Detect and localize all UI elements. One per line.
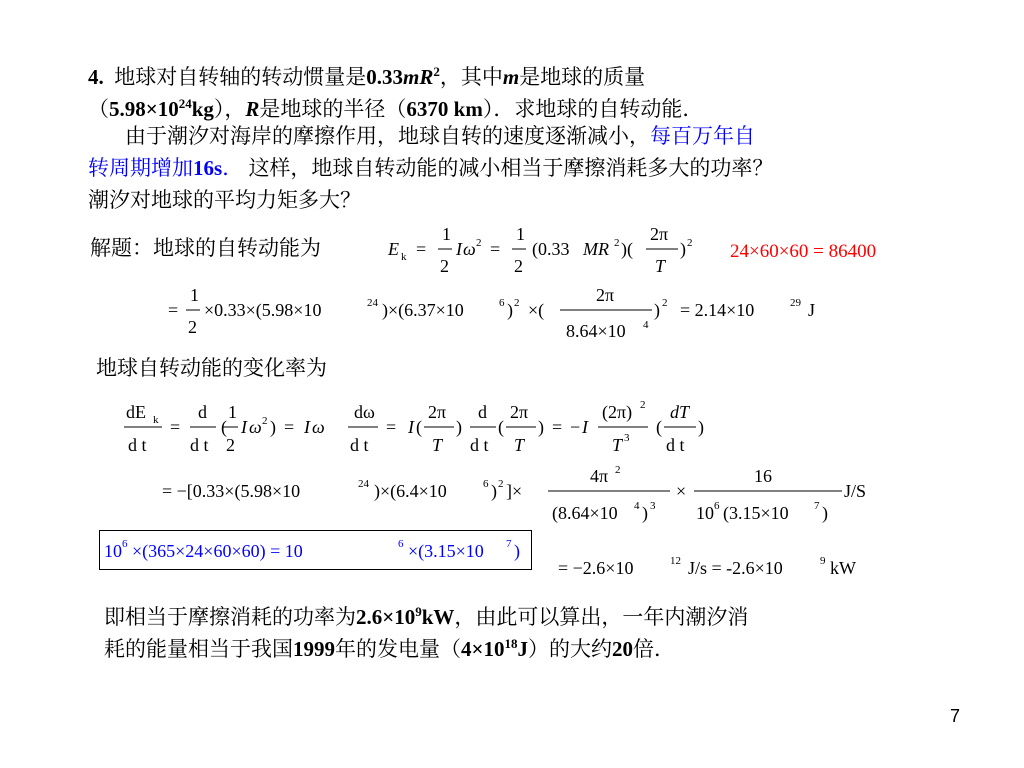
superscript: 29: [790, 297, 801, 309]
superscript: 2: [614, 237, 620, 249]
text: 即相当于摩擦消耗的功率为: [104, 605, 356, 629]
text: 地球对自转轴的转动惯量是: [114, 65, 367, 89]
text: ]×: [506, 481, 523, 501]
energy-unit: J: [517, 637, 528, 661]
subscript: k: [401, 251, 407, 263]
superscript: 2: [514, 297, 520, 309]
fraction-den: T: [432, 435, 443, 455]
highlight-text: ．: [222, 156, 244, 180]
symbol: I: [582, 417, 588, 437]
problem-line-4: [88, 152, 773, 184]
symbol: I: [241, 417, 247, 437]
highlight-text: 每百万年自: [650, 124, 755, 148]
R-var: R: [245, 97, 260, 121]
fraction-den: ): [642, 503, 648, 523]
text: ），: [213, 97, 246, 121]
text: (0.33: [532, 239, 570, 259]
text: ): [507, 300, 513, 320]
text: 耗的能量相当于我国: [104, 637, 293, 661]
equation-energy-value: [166, 284, 836, 350]
highlight-text: 转周期增加: [88, 156, 193, 180]
text: 是地球的质量: [519, 65, 646, 89]
mass-mantissa: 5.98: [109, 97, 146, 121]
superscript: 24: [367, 297, 378, 309]
text: ）．求地球的自转动能．: [482, 97, 704, 121]
operator: =: [552, 417, 563, 437]
operator: =: [168, 300, 179, 320]
text: ): [680, 239, 686, 259]
text: 地球自转动能的变化率为: [96, 356, 327, 380]
text: ): [491, 481, 497, 501]
superscript: 9: [820, 555, 826, 567]
unit: J: [808, 300, 816, 320]
fraction-den: (3.15×10: [723, 503, 789, 523]
fraction-den: (8.64×10: [552, 503, 618, 523]
fraction-num: (2π): [602, 402, 633, 422]
text: 是地球的半径（: [259, 97, 407, 121]
superscript: 7: [814, 500, 820, 512]
fraction-num: d: [198, 402, 207, 422]
text: J/s = -2.6×10: [688, 558, 783, 578]
superscript: 4: [643, 319, 649, 331]
symbol: MR: [583, 239, 609, 259]
superscript: 6: [499, 297, 505, 309]
operator: =: [490, 239, 501, 259]
energy-value: 4×10: [461, 637, 505, 661]
fraction-den: 2: [514, 256, 523, 276]
paren: (: [416, 417, 422, 437]
paren: (: [656, 417, 662, 437]
text: （: [88, 97, 109, 121]
radius-value: 6370 km: [406, 97, 483, 121]
fraction-den: d t: [666, 435, 685, 455]
superscript: 3: [624, 432, 630, 444]
superscript: 6: [122, 538, 128, 550]
problem-line-3: [125, 120, 755, 152]
operator: =: [416, 239, 427, 259]
text: ×0.33×(5.98×10: [204, 300, 322, 320]
text: = 2.14×10: [680, 300, 755, 320]
page-number: 7: [950, 706, 961, 726]
operator: =: [386, 417, 397, 437]
subscript: k: [153, 414, 159, 426]
text: = −[0.33×(5.98×10: [162, 481, 301, 501]
superscript: 2: [615, 464, 621, 476]
paren: ): [698, 417, 704, 437]
symbol: I: [456, 239, 462, 259]
unit: J/S: [844, 481, 867, 501]
superscript: 6: [398, 538, 404, 550]
superscript: 2: [687, 237, 693, 249]
problem-number: 4.: [88, 65, 104, 89]
paren: ): [538, 417, 544, 437]
fraction-num: d: [478, 402, 487, 422]
superscript: 4: [634, 500, 640, 512]
fraction-den: T: [514, 435, 525, 455]
superscript: 12: [670, 555, 681, 567]
unit: kW: [830, 558, 856, 578]
operator: ×: [676, 481, 687, 501]
equation-power-result: [556, 548, 896, 584]
power-exp: 9: [415, 604, 422, 619]
fraction-den: d t: [128, 435, 147, 455]
problem-line-5: [88, 184, 361, 216]
text: 10: [104, 541, 122, 561]
symbol: E: [388, 239, 399, 259]
text: 解题：地球的自转动能为: [90, 236, 321, 260]
superscript: 7: [506, 538, 512, 550]
inertia-value: 0.33: [366, 65, 403, 89]
superscript: 2: [498, 478, 504, 490]
symbol: I: [304, 417, 310, 437]
superscript: 2: [662, 297, 668, 309]
equation-kinetic-energy: [386, 214, 706, 284]
fraction-num: dT: [670, 402, 690, 422]
text: ×(3.15×10: [408, 541, 484, 561]
superscript: 3: [650, 500, 656, 512]
text: ×(365×24×60×60) = 10: [132, 541, 303, 561]
inertia-var: mR: [403, 65, 434, 89]
text: ，其中: [439, 65, 503, 89]
text: 倍．: [632, 637, 675, 661]
superscript: 2: [262, 415, 268, 427]
text: ): [514, 541, 520, 561]
fraction-den: d t: [350, 435, 369, 455]
fraction-num: 16: [754, 466, 772, 486]
text: ): [654, 300, 660, 320]
fraction-num: 1: [442, 224, 451, 244]
fraction-den: T: [655, 256, 666, 276]
fraction-num: 1: [516, 224, 525, 244]
fraction-den: 8.64×10: [566, 321, 626, 341]
fraction-den: ): [822, 503, 828, 523]
superscript: 2: [640, 399, 646, 411]
solution-label: [90, 232, 321, 264]
symbol: ω: [312, 417, 325, 437]
superscript: 6: [483, 478, 489, 490]
fraction-num: dE: [126, 402, 146, 422]
mass-times: ×10: [145, 97, 179, 121]
text: )(: [621, 239, 633, 259]
fraction-den: 2: [226, 435, 235, 455]
fraction-num: 2π: [650, 224, 669, 244]
text: )×(6.37×10: [382, 300, 464, 320]
conclusion-line-2: [104, 628, 675, 665]
power-value: 2.6×10: [356, 605, 416, 629]
fraction-den: d t: [470, 435, 489, 455]
text: 年的发电量（: [335, 637, 461, 661]
fraction-num: 2π: [428, 402, 447, 422]
operator: −: [570, 417, 581, 437]
symbol: ω: [249, 417, 262, 437]
symbol: ω: [463, 239, 476, 259]
superscript: 6: [714, 500, 720, 512]
equation-derivative: [120, 394, 720, 464]
text: ，由此可以算出，一年内潮汐消: [454, 605, 749, 629]
seconds-per-day: [730, 236, 876, 268]
fraction-num: 4π: [590, 466, 609, 486]
fraction-num: 2π: [596, 285, 615, 305]
mass-exp: 24: [178, 96, 192, 111]
text: 24×60×60 = 86400: [730, 241, 877, 262]
ratio-value: 20: [611, 637, 633, 661]
fraction-num: 2π: [510, 402, 529, 422]
fraction-den: 2: [188, 317, 197, 337]
equation-rate-value: [160, 464, 880, 530]
rate-label: [96, 352, 327, 384]
fraction-den: d t: [190, 435, 209, 455]
fraction-den: 10: [696, 503, 714, 523]
operator: =: [170, 417, 181, 437]
year-value: 1999: [293, 637, 335, 661]
paren: ): [270, 417, 276, 437]
paren: (: [221, 417, 227, 437]
energy-exp: 18: [504, 636, 518, 651]
inertia-exp: 2: [433, 64, 440, 79]
period-conversion-box: [99, 530, 532, 570]
operator: =: [284, 417, 295, 437]
mass-unit: kg: [191, 97, 214, 121]
text: 由于潮汐对海岸的摩擦作用，地球自转的速度逐渐减小，: [125, 124, 650, 148]
paren: (: [498, 417, 504, 437]
superscript: 2: [476, 237, 482, 249]
text: 这样，地球自转动能的减小相当于摩擦消耗多大的功率？: [248, 156, 774, 180]
fraction-num: dω: [354, 402, 375, 422]
text: ×(: [528, 300, 545, 320]
highlight-value: 16s: [193, 156, 223, 180]
paren: ): [456, 417, 462, 437]
fraction-num: 1: [190, 285, 199, 305]
fraction-den: 2: [440, 256, 449, 276]
text: ）的大约: [527, 637, 612, 661]
fraction-den: T: [612, 435, 623, 455]
m-var: m: [502, 65, 520, 89]
superscript: 24: [358, 478, 369, 490]
text: )×(6.4×10: [374, 481, 447, 501]
fraction-num: 1: [228, 402, 237, 422]
power-unit: kW: [421, 605, 455, 629]
text: 潮汐对地球的平均力矩多大？: [88, 188, 361, 212]
symbol: I: [408, 417, 414, 437]
text: = −2.6×10: [558, 558, 634, 578]
